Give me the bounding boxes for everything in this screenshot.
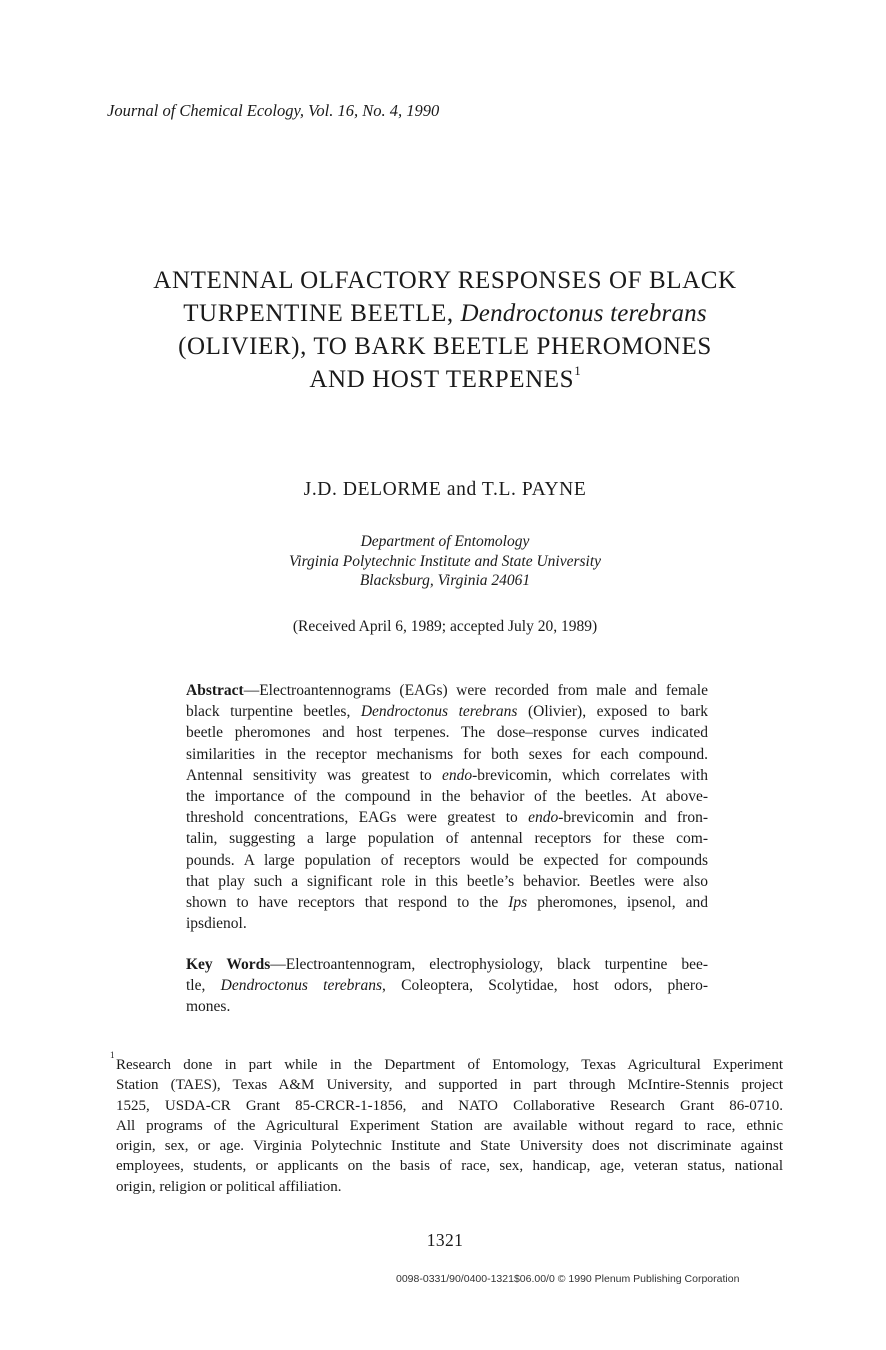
footnote xyxy=(110,1050,783,1197)
journal-header: Journal of Chemical Ecology, Vol. 16, No. 4, 1990 xyxy=(107,101,440,120)
abstract-line: the importance of the compound in the behavior of the beetles. At above- xyxy=(186,788,708,806)
title-line-4: AND HOST TERPENES$^1$ xyxy=(309,363,581,393)
page-number: 1321 xyxy=(426,1230,464,1250)
abstract-line: pounds. A large population of receptors would be expected for compounds xyxy=(186,851,708,869)
keywords-line: Key Words—Electroantennogram, electrophysiology, black turpentine bee- xyxy=(186,956,708,973)
abstract-line: shown to have receptors that respond to the Ips pheromones, ipsenol, and xyxy=(186,894,708,912)
keywords-line: mones. xyxy=(186,998,231,1016)
footnote-line: All programs of the Agricultural Experiment Station are available without regard to race, ethnic xyxy=(116,1117,783,1134)
abstract xyxy=(186,680,708,934)
title-line-1: ANTENNAL OLFACTORY RESPONSES OF BLACK xyxy=(153,267,737,294)
authors: J.D. DELORME and T.L. PAYNE xyxy=(303,479,587,500)
keywords-line: tle, Dendroctonus terebrans, Coleoptera, Scolytidae, host odors, phero- xyxy=(186,977,708,995)
affiliation-institution: Virginia Polytechnic Institute and State University xyxy=(288,552,602,570)
abstract-line: threshold concentrations, EAGs were greatest to endo-brevicomin and fron- xyxy=(186,809,708,827)
title-footnote-mark: 1 xyxy=(574,363,581,378)
abstract-line: talin, suggesting a large population of antennal receptors for these com- xyxy=(186,830,708,848)
abstract-label: Abstract xyxy=(186,682,244,699)
footnote-line: employees, students, or applicants on the basis of race, sex, handicap, age, veteran status, national xyxy=(116,1158,783,1175)
affiliation xyxy=(0,532,886,591)
footnote-line: origin, sex, or age. Virginia Polytechnic Institute and State University does not discriminate against xyxy=(116,1138,783,1155)
abstract-line: ipsdienol. xyxy=(186,915,247,933)
abstract-line: Abstract—Electroantennograms (EAGs) were recorded from male and female xyxy=(186,682,708,699)
abstract-line: similarities in the receptor mechanisms for both sexes for each compound. xyxy=(186,745,708,763)
keywords xyxy=(186,954,708,1018)
abstract-line: that play such a significant role in this beetle’s behavior. Beetles were also xyxy=(186,872,708,890)
paper-title xyxy=(0,264,886,396)
species-name: Dendroctonus terebrans xyxy=(460,300,707,327)
abstract-line: Antennal sensitivity was greatest to endo-brevicomin, which correlates with xyxy=(186,766,708,784)
copyright-line: 0098-0331/90/0400-1321$06.00/0 © 1990 Plenum Publishing Corporation xyxy=(396,1273,740,1285)
title-line-3: (OLIVIER), TO BARK BEETLE PHEROMONES xyxy=(178,333,712,360)
affiliation-location: Blacksburg, Virginia 24061 xyxy=(359,572,531,589)
footnote-line: 1 Research done in part while in the Department of Entomology, Texas Agricultural Experiment xyxy=(110,1050,783,1073)
abstract-line: beetle pheromones and host terpenes. The dose–response curves indicated xyxy=(186,724,708,742)
abstract-line: black turpentine beetles, Dendroctonus terebrans (Olivier), exposed to bark xyxy=(186,703,708,721)
keywords-label: Key Words xyxy=(186,956,271,973)
affiliation-department: Department of Entomology xyxy=(360,533,530,550)
footnote-line: Station (TAES), Texas A&M University, and supported in part through McIntire-Stennis project xyxy=(116,1077,783,1094)
title-line-2: TURPENTINE BEETLE, Dendroctonus terebrans xyxy=(183,300,707,327)
footnote-line: origin, religion or political affiliation. xyxy=(116,1178,342,1195)
footnote-line: 1525, USDA-CR Grant 85-CRCR-1-1856, and NATO Collaborative Research Grant 86-0710. xyxy=(116,1097,783,1114)
received-dates: (Received April 6, 1989; accepted July 20, 1989) xyxy=(292,618,598,635)
